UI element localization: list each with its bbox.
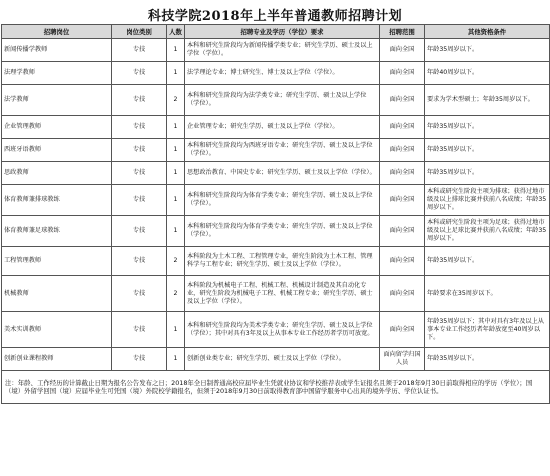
header-other: 其他资格条件 (425, 25, 550, 39)
cell-category: 专技 (112, 348, 167, 371)
cell-requirements: 法学理论专业；博士研究生、博士及以上学位（学位）。 (185, 62, 380, 85)
cell-scope: 面向留学归国人员 (380, 348, 425, 371)
cell-other: 年龄35周岁以下。 (425, 162, 550, 185)
cell-other: 年龄要求在35周岁以下。 (425, 276, 550, 312)
cell-scope: 面向全国 (380, 276, 425, 312)
table-row (2, 185, 550, 216)
cell-count: 1 (167, 162, 185, 185)
table-row (2, 276, 550, 312)
cell-other: 年龄35周岁以下；其中对具有3年及以上从事本专业工作经历者年龄放宽至40周岁以下。 (425, 312, 550, 348)
header-post: 招聘岗位 (2, 25, 112, 39)
table-row (2, 39, 550, 62)
table-header-row (2, 25, 550, 39)
cell-count: 1 (167, 39, 185, 62)
header-count: 人数 (167, 25, 185, 39)
cell-category: 专技 (112, 185, 167, 216)
cell-count: 2 (167, 85, 185, 116)
footnote: 注：年龄、工作经历的计算截止日期为报名公告发布之日；2018年全日制普通高校应届毕业生凭就业协议和学校推荐表或学生证报名且须于2018年9月30日前取得相应的学历（学位）；国（境）外留学回国（境）应届毕业生可凭国（境）外院校学籍报名，但须于2018年9月30日前取得教育部中国留学服务中心出具的境外学历、学位认证书。 (2, 371, 550, 404)
table-row (2, 139, 550, 162)
table-row (2, 85, 550, 116)
cell-requirements: 创新创业类专业；研究生学历、硕士及以上学位（学位）。 (185, 348, 380, 371)
cell-scope: 面向全国 (380, 116, 425, 139)
cell-count: 1 (167, 139, 185, 162)
cell-post: 体育教师兼排球教练 (2, 185, 112, 216)
cell-post: 法学教师 (2, 85, 112, 116)
cell-scope: 面向全国 (380, 62, 425, 85)
cell-requirements: 本科和研究生阶段均为体育学类专业；研究生学历、硕士及以上学位（学位）。 (185, 185, 380, 216)
table-row (2, 216, 550, 247)
cell-requirements: 本科和研究生阶段均为西班牙语专业；研究生学历、硕士及以上学位（学位）。 (185, 139, 380, 162)
cell-other: 本科或研究生阶段主项为排球；获得过地市级及以上排球比赛并获前八名成绩；年龄35周岁以下。 (425, 185, 550, 216)
cell-post: 西班牙语教师 (2, 139, 112, 162)
recruitment-table (1, 24, 550, 404)
cell-category: 专技 (112, 139, 167, 162)
cell-category: 专技 (112, 247, 167, 276)
header-requirements: 招聘专业及学历（学位）要求 (185, 25, 380, 39)
cell-requirements: 本科和研究生阶段均为法学类专业；研究生学历、硕士及以上学位（学位）。 (185, 85, 380, 116)
cell-category: 专技 (112, 116, 167, 139)
cell-post: 美术实训教师 (2, 312, 112, 348)
cell-requirements: 本科和研究生阶段均为美术学类专业；研究生学历、硕士及以上学位（学位）；其中对具有3年及以上从事本专业工作经历者学历可放宽。 (185, 312, 380, 348)
cell-post: 新闻传播学教师 (2, 39, 112, 62)
cell-category: 专技 (112, 276, 167, 312)
cell-scope: 面向全国 (380, 185, 425, 216)
header-category: 岗位类别 (112, 25, 167, 39)
cell-category: 专技 (112, 39, 167, 62)
table-row (2, 247, 550, 276)
cell-requirements: 本科和研究生阶段均为新闻传播学类专业；研究生学历、硕士及以上学位（学位）。 (185, 39, 380, 62)
cell-scope: 面向全国 (380, 162, 425, 185)
cell-category: 专技 (112, 85, 167, 116)
table-row (2, 62, 550, 85)
cell-count: 2 (167, 276, 185, 312)
cell-count: 1 (167, 62, 185, 85)
cell-other: 本科或研究生阶段主项为足球；获得过地市级及以上足球比赛并获前八名成绩；年龄35周岁以下。 (425, 216, 550, 247)
cell-post: 机械教师 (2, 276, 112, 312)
cell-count: 2 (167, 247, 185, 276)
cell-scope: 面向全国 (380, 216, 425, 247)
table-row (2, 348, 550, 371)
cell-other: 年龄35周岁以下。 (425, 139, 550, 162)
table-row (2, 116, 550, 139)
note-row (2, 371, 550, 404)
cell-requirements: 本科阶段为土木工程、工程管理专业，研究生阶段为土木工程、管理科学与工程专业；研究生学历、硕士及以上学位（学位）。 (185, 247, 380, 276)
cell-count: 1 (167, 216, 185, 247)
cell-count: 1 (167, 116, 185, 139)
cell-post: 创新创业课程教师 (2, 348, 112, 371)
cell-other: 年龄35周岁以下。 (425, 39, 550, 62)
cell-scope: 面向全国 (380, 247, 425, 276)
cell-requirements: 本科阶段为机械电子工程、机械工程、机械设计制造及其自动化专业，研究生阶段为机械电子工程、机械工程专业；研究生学历、硕士及以上学位（学位）。 (185, 276, 380, 312)
header-scope: 招聘范围 (380, 25, 425, 39)
cell-other: 年龄35周岁以下。 (425, 116, 550, 139)
cell-requirements: 思想政治教育、中国史专业；研究生学历、硕士及以上学位（学位）。 (185, 162, 380, 185)
cell-category: 专技 (112, 312, 167, 348)
cell-scope: 面向全国 (380, 85, 425, 116)
cell-other: 要求为学术型硕士；年龄35周岁以下。 (425, 85, 550, 116)
cell-other: 年龄35周岁以下。 (425, 348, 550, 371)
cell-scope: 面向全国 (380, 139, 425, 162)
cell-post: 法理学教师 (2, 62, 112, 85)
cell-requirements: 本科和研究生阶段均为体育学类专业；研究生学历、硕士及以上学位（学位）。 (185, 216, 380, 247)
cell-post: 工程管理教师 (2, 247, 112, 276)
cell-post: 体育教师兼足球教练 (2, 216, 112, 247)
cell-requirements: 企业管理专业；研究生学历、硕士及以上学位（学位）。 (185, 116, 380, 139)
cell-post: 企业管理教师 (2, 116, 112, 139)
cell-category: 专技 (112, 62, 167, 85)
cell-category: 专技 (112, 162, 167, 185)
cell-count: 1 (167, 312, 185, 348)
table-row (2, 312, 550, 348)
cell-category: 专技 (112, 216, 167, 247)
cell-count: 1 (167, 185, 185, 216)
cell-other: 年龄40周岁以下。 (425, 62, 550, 85)
document-title: 科技学院2018年上半年普通教师招聘计划 (147, 9, 403, 24)
cell-other: 年龄35周岁以下。 (425, 247, 550, 276)
table-row (2, 162, 550, 185)
cell-scope: 面向全国 (380, 312, 425, 348)
cell-count: 1 (167, 348, 185, 371)
cell-post: 思政教师 (2, 162, 112, 185)
cell-scope: 面向全国 (380, 39, 425, 62)
